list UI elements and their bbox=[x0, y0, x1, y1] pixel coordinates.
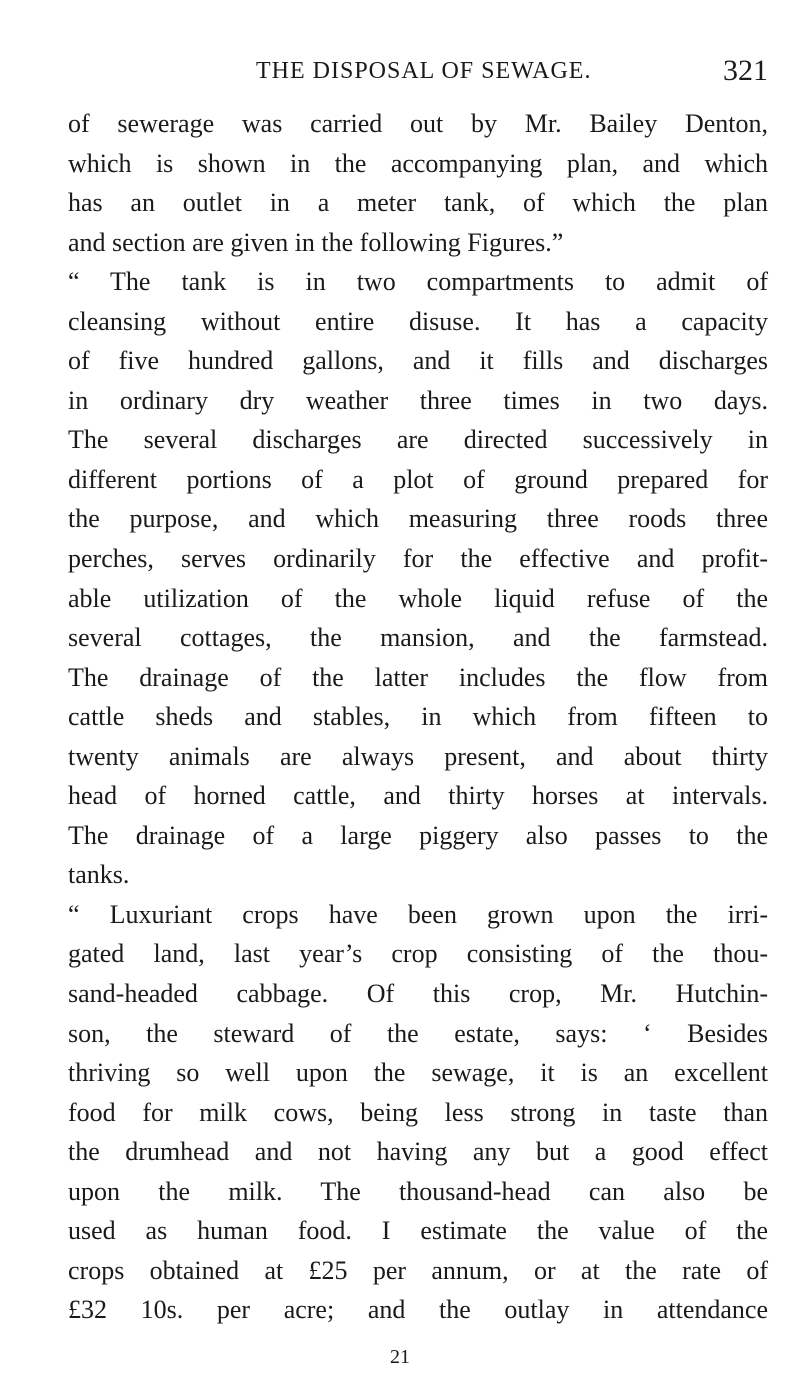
text-line: The drainage of a large piggery also passes to the bbox=[68, 820, 768, 850]
text-line: thriving so well upon the sewage, it is an excellent bbox=[68, 1058, 768, 1088]
text-line: twenty animals are always present, and about thirty bbox=[68, 741, 768, 771]
text-line: £32 10s. per acre; and the outlay in attendance bbox=[68, 1295, 768, 1325]
page-number: 321 bbox=[723, 54, 768, 87]
body-text bbox=[68, 104, 768, 1330]
text-line: cattle sheds and stables, in which from fifteen to bbox=[68, 702, 768, 732]
running-header bbox=[68, 54, 768, 98]
text-line: able utilization of the whole liquid refuse of the bbox=[68, 583, 768, 613]
text-line: different portions of a plot of ground prepared for bbox=[68, 464, 768, 494]
text-line: used as human food. I estimate the value of the bbox=[68, 1216, 768, 1246]
text-line: in ordinary dry weather three times in two days. bbox=[68, 385, 768, 415]
text-line: perches, serves ordinarily for the effective and profit- bbox=[68, 544, 768, 574]
text-line: “ The tank is in two compartments to admit of bbox=[68, 267, 768, 297]
text-line: head of horned cattle, and thirty horses at intervals. bbox=[68, 781, 768, 811]
text-line: tanks. bbox=[68, 860, 130, 890]
text-line: which is shown in the accompanying plan, and which bbox=[68, 148, 768, 178]
text-line: crops obtained at £25 per annum, or at the rate of bbox=[68, 1255, 768, 1285]
text-line: of sewerage was carried out by Mr. Bailey Denton, bbox=[68, 109, 768, 138]
text-line: the drumhead and not having any but a good effect bbox=[68, 1137, 768, 1167]
text-line: The several discharges are directed successively in bbox=[68, 425, 768, 455]
text-line: several cottages, the mansion, and the farmstead. bbox=[68, 623, 768, 653]
text-line: son, the steward of the estate, says: ‘ Besides bbox=[68, 1018, 768, 1048]
text-line: food for milk cows, being less strong in taste than bbox=[68, 1097, 768, 1127]
text-line: of five hundred gallons, and it fills and discharges bbox=[68, 346, 768, 376]
text-line: gated land, last year’s crop consisting of the thou- bbox=[68, 939, 768, 969]
text-line: the purpose, and which measuring three roods three bbox=[68, 504, 768, 534]
text-line: and section are given in the following Figures.” bbox=[68, 227, 564, 257]
running-title: THE DISPOSAL OF SEWAGE. bbox=[256, 58, 592, 84]
text-line: “ Luxuriant crops have been grown upon the irri- bbox=[68, 899, 768, 929]
text-line: has an outlet in a meter tank, of which the plan bbox=[68, 188, 768, 218]
text-line: cleansing without entire disuse. It has a capacity bbox=[68, 306, 768, 336]
signature-mark: 21 bbox=[390, 1346, 410, 1368]
text-line: upon the milk. The thousand-head can also be bbox=[68, 1176, 768, 1206]
text-line: The drainage of the latter includes the flow from bbox=[68, 662, 768, 692]
text-line: sand-headed cabbage. Of this crop, Mr. Hutchin- bbox=[68, 979, 768, 1009]
